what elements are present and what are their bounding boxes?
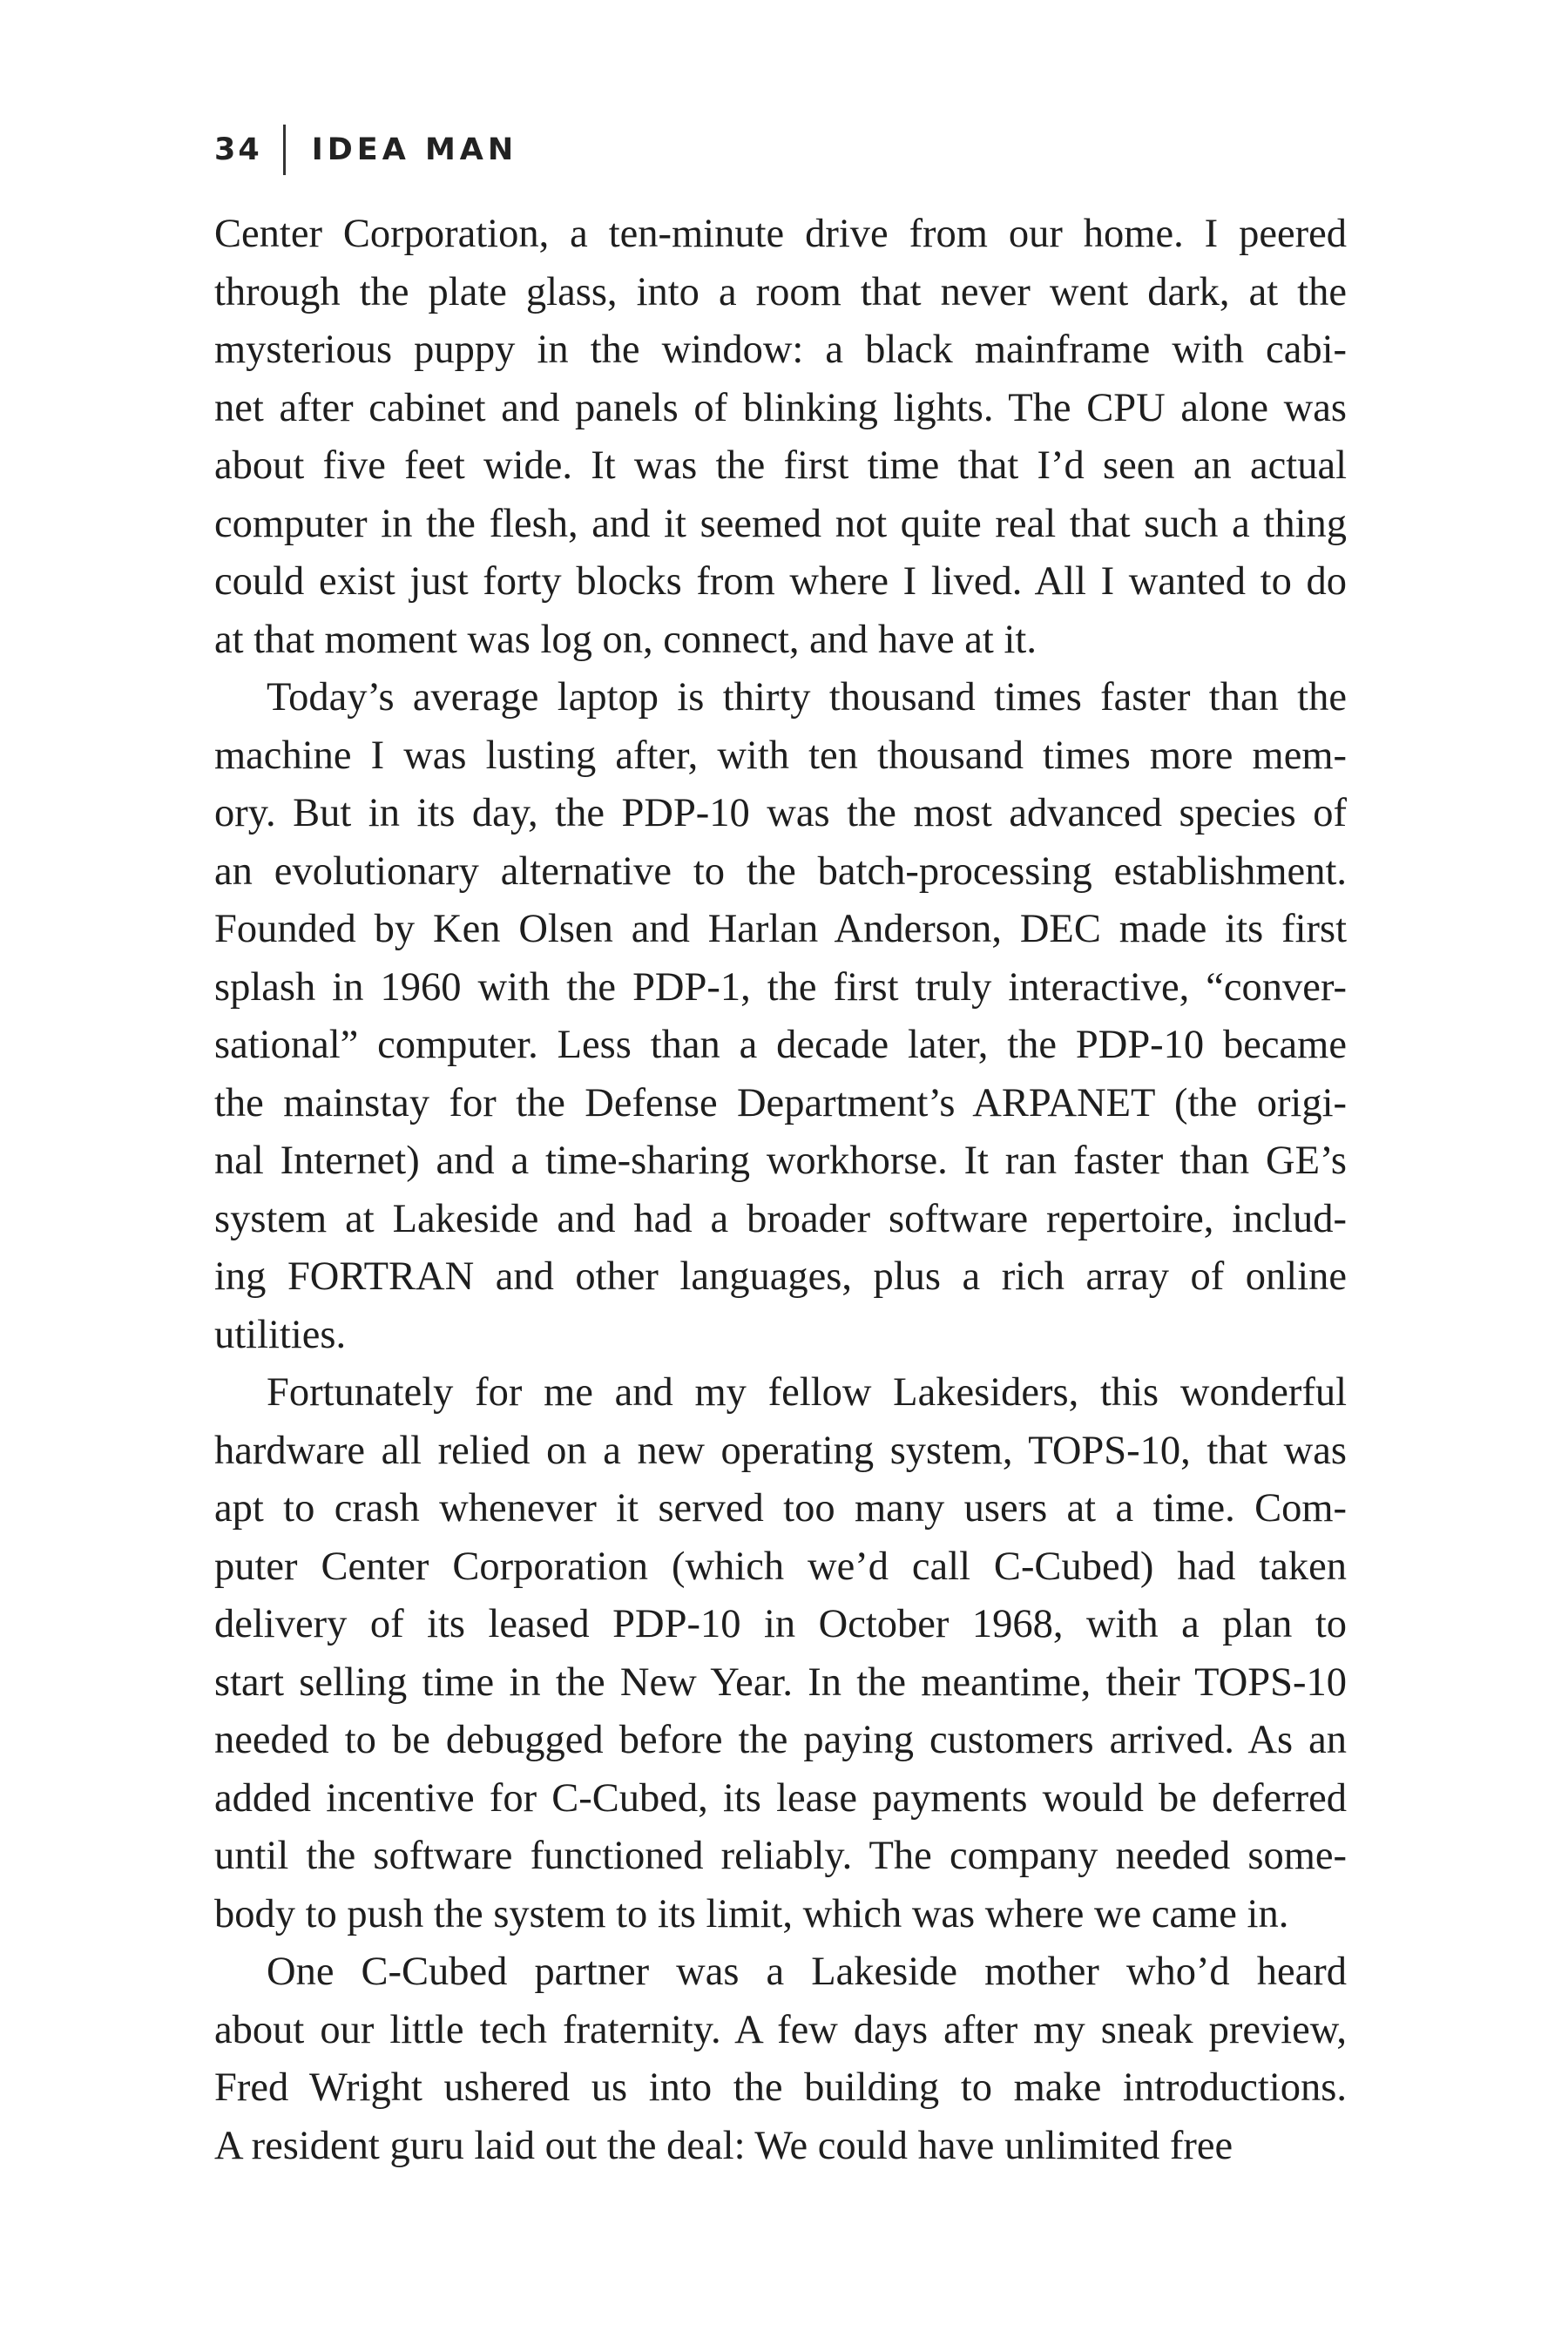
- text-line: net after cabinet and panels of blinking lights. The CPU alone was: [214, 385, 1347, 430]
- text-line: through the plate glass, into a room that never went dark, at the: [214, 269, 1347, 314]
- text-line: Fortunately for me and my fellow Lakesiders, this wonderful: [267, 1370, 1347, 1415]
- paragraph: [214, 1943, 1347, 2175]
- text-line: Center Corporation, a ten-minute drive from our home. I peered: [214, 212, 1347, 256]
- text-line: until the software functioned reliably. The company needed some-: [214, 1834, 1347, 1878]
- text-line: about five feet wide. It was the first time that I’d seen an actual: [214, 443, 1347, 488]
- text-line: Founded by Ken Olsen and Harlan Anderson, DEC made its first: [214, 907, 1347, 951]
- text-line: body to push the system to its limit, which was where we came in.: [214, 1891, 1289, 1936]
- text-line: an evolutionary alternative to the batch-processing establishment.: [214, 848, 1347, 894]
- text-line: delivery of its leased PDP-10 in October 1968, with a plan to: [214, 1602, 1347, 1646]
- text-line: machine I was lusting after, with ten thousand times more mem-: [214, 733, 1347, 778]
- text-line: Today’s average laptop is thirty thousand times faster than the: [267, 675, 1347, 720]
- running-head: [214, 124, 517, 176]
- paragraph: [214, 1364, 1347, 1943]
- header-divider: [283, 125, 286, 175]
- text-line: at that moment was log on, connect, and have at it.: [214, 617, 1037, 662]
- text-line: nal Internet) and a time-sharing workhorse. It ran faster than GE’s: [214, 1139, 1347, 1183]
- text-line: apt to crash whenever it served too many users at a time. Com-: [214, 1486, 1347, 1531]
- text-line: added incentive for C-Cubed, its lease payments would be deferred: [214, 1775, 1347, 1821]
- text-line: puter Center Corporation (which we’d call C-Cubed) had taken: [214, 1544, 1347, 1589]
- text-line: sational” computer. Less than a decade later, the PDP-10 became: [214, 1023, 1347, 1067]
- text-line: computer in the flesh, and it seemed not quite real that such a thing: [214, 501, 1347, 546]
- text-line: One C-Cubed partner was a Lakeside mother who’d heard: [267, 1950, 1347, 1994]
- text-line: system at Lakeside and had a broader software repertoire, includ-: [214, 1196, 1347, 1241]
- text-line: utilities.: [214, 1312, 347, 1357]
- text-line: start selling time in the New Year. In the meantime, their TOPS-10: [214, 1659, 1347, 1705]
- page-number: 34: [214, 132, 262, 167]
- text-line: about our little tech fraternity. A few days after my sneak preview,: [214, 2007, 1347, 2052]
- text-line: mysterious puppy in the window: a black mainframe with cabi-: [214, 328, 1347, 372]
- text-line: could exist just forty blocks from where I lived. All I wanted to do: [214, 559, 1347, 604]
- text-line: ing FORTRAN and other languages, plus a rich array of online: [214, 1254, 1347, 1299]
- text-line: the mainstay for the Defense Department’s ARPANET (the origi-: [214, 1080, 1347, 1125]
- running-title: IDEA MAN: [311, 132, 518, 167]
- text-line: ory. But in its day, the PDP-10 was the most advanced species of: [214, 791, 1347, 835]
- paragraph: [214, 669, 1347, 1364]
- text-line: A resident guru laid out the deal: We could have unlimited free: [214, 2123, 1233, 2168]
- text-line: splash in 1960 with the PDP-1, the first truly interactive, “conver-: [214, 964, 1347, 1010]
- text-line: Fred Wright ushered us into the building to make introductions.: [214, 2065, 1347, 2110]
- text-line: hardware all relied on a new operating system, TOPS-10, that was: [214, 1428, 1347, 1473]
- body-text: [214, 206, 1347, 2175]
- paragraph: [214, 206, 1347, 669]
- text-line: needed to be debugged before the paying customers arrived. As an: [214, 1718, 1347, 1762]
